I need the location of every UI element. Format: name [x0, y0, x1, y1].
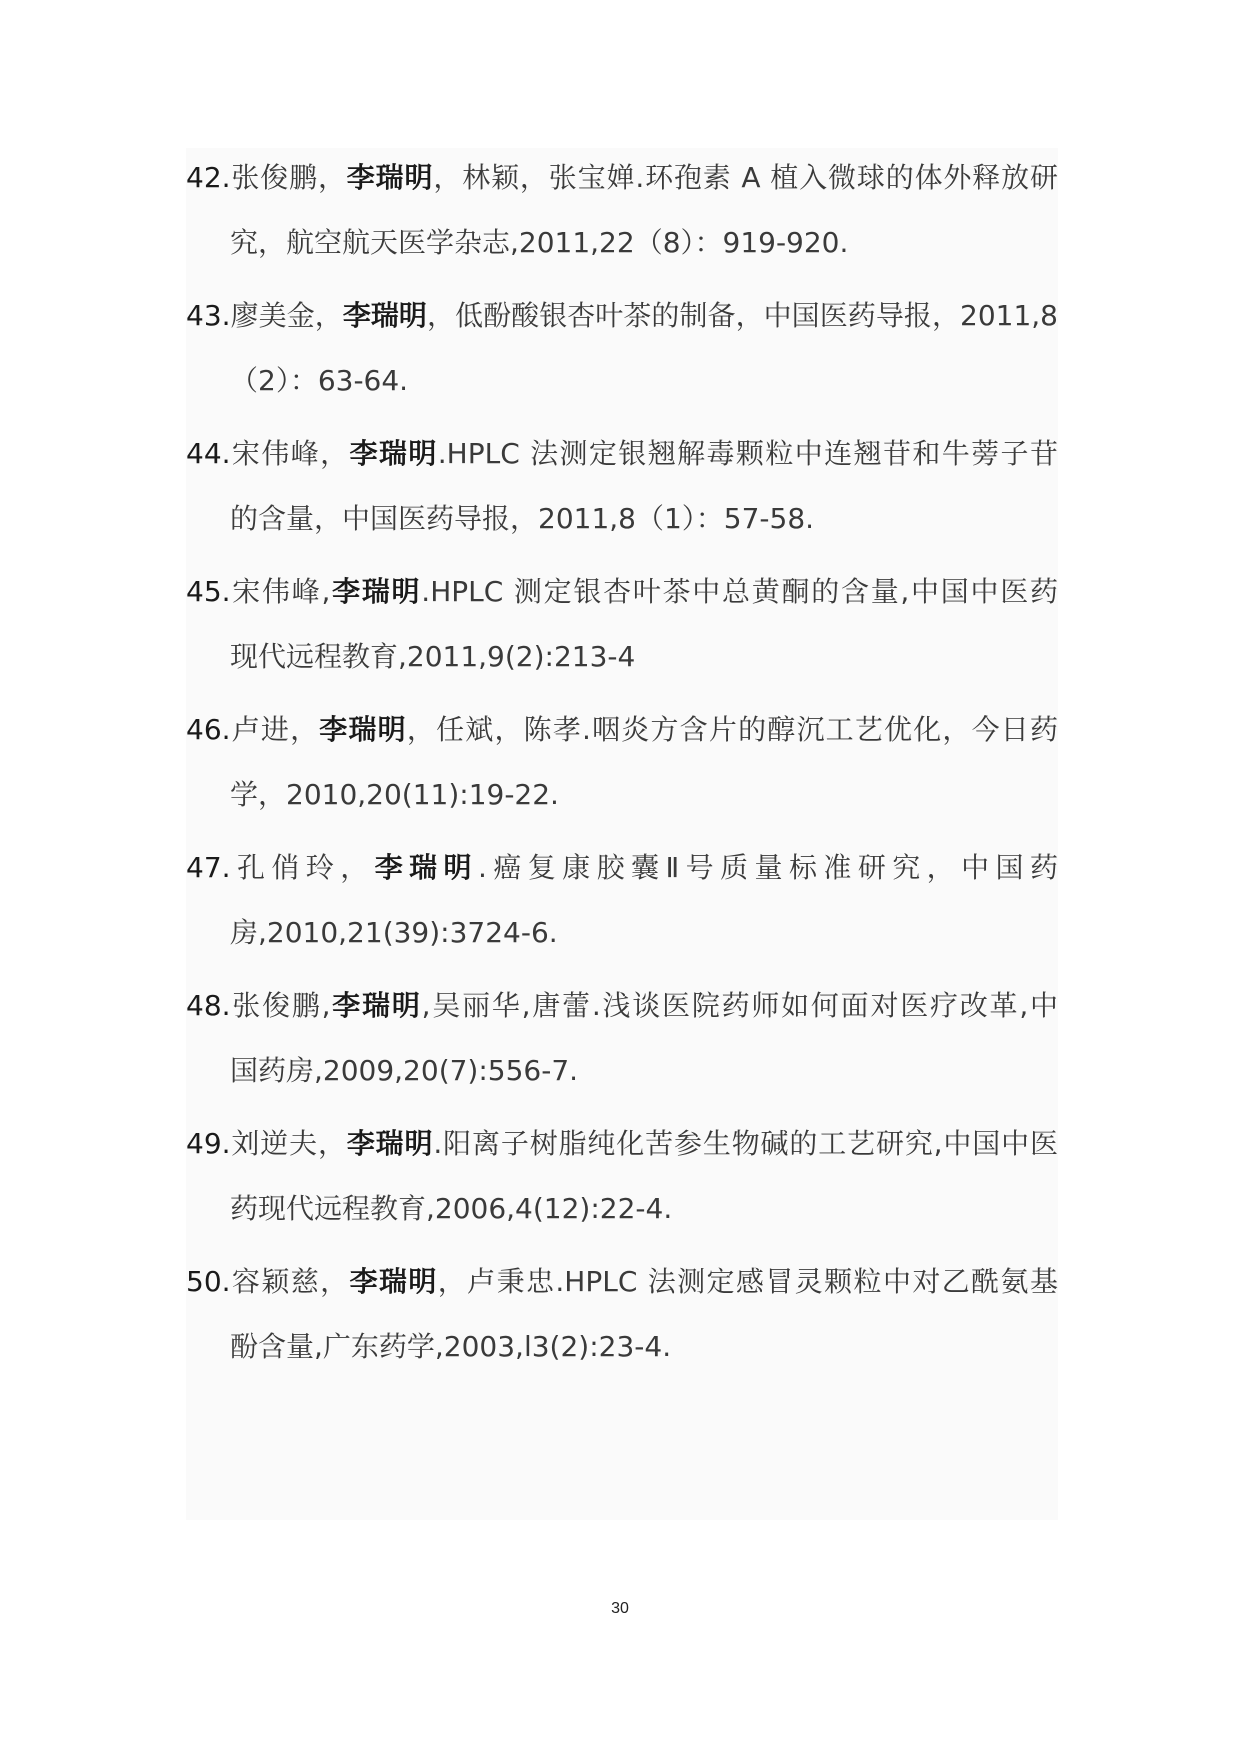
reference-highlight-author: 李瑞明	[349, 437, 438, 470]
reference-line-1	[186, 158, 1058, 198]
reference-line-1	[186, 986, 1058, 1026]
reference-text: ，卢秉忠.HPLC 法测定感冒灵颗粒中对乙酰氨基	[437, 1265, 1058, 1298]
reference-highlight-author: 李瑞明	[374, 851, 478, 884]
reference-authors: 卢进，	[230, 713, 320, 746]
reference-line-1	[186, 710, 1058, 750]
reference-line-2: 房,2010,21(39):3724-6.	[230, 916, 558, 949]
reference-text: ，低酚酸银杏叶茶的制备，中国医药导报，2011,8	[426, 299, 1058, 332]
reference-item-43	[186, 296, 1058, 401]
reference-number: 43.	[186, 299, 231, 332]
reference-authors: 宋伟峰,	[230, 575, 331, 608]
reference-line-1	[186, 1262, 1058, 1302]
reference-highlight-author: 李瑞明	[319, 713, 407, 746]
reference-text: .HPLC 测定银杏叶茶中总黄酮的含量,中国中医药	[421, 575, 1058, 608]
reference-text: ，任斌，陈孝.咽炎方含片的醇沉工艺优化，今日药	[406, 713, 1058, 746]
reference-line-1	[186, 1124, 1058, 1164]
reference-number: 49.	[186, 1127, 231, 1160]
reference-number: 47.	[186, 851, 231, 884]
reference-authors: 刘逆夫，	[230, 1127, 347, 1160]
reference-text: .HPLC 法测定银翘解毒颗粒中连翘苷和牛蒡子苷	[437, 437, 1058, 470]
reference-line-1	[186, 434, 1058, 474]
reference-line-1	[186, 296, 1058, 336]
reference-highlight-author: 李瑞明	[349, 1265, 438, 1298]
reference-list	[186, 148, 1058, 1520]
reference-line-2: 究，航空航天医学杂志,2011,22（8）：919-920.	[230, 226, 849, 259]
reference-line-2: 国药房,2009,20(7):556-7.	[230, 1054, 579, 1087]
reference-highlight-author: 李瑞明	[330, 989, 422, 1022]
reference-item-42	[186, 158, 1058, 263]
reference-line-2: 酚含量,广东药学,2003,l3(2):23-4.	[230, 1330, 672, 1363]
reference-authors: 孔俏玲，	[230, 851, 375, 884]
reference-number: 46.	[186, 713, 231, 746]
reference-line-1	[186, 572, 1058, 612]
reference-highlight-author: 李瑞明	[342, 299, 427, 332]
reference-authors: 廖美金，	[230, 299, 343, 332]
reference-line-2: 药现代远程教育,2006,4(12):22-4.	[230, 1192, 673, 1225]
reference-highlight-author: 李瑞明	[346, 161, 434, 194]
reference-authors: 张俊鹏,	[230, 989, 331, 1022]
reference-line-2: 学，2010,20(11):19-22.	[230, 778, 559, 811]
page-number: 30	[611, 1600, 629, 1617]
reference-line-1	[186, 848, 1058, 888]
reference-item-44	[186, 434, 1058, 539]
reference-number: 50.	[186, 1265, 231, 1298]
reference-number: 48.	[186, 989, 231, 1022]
reference-item-46	[186, 710, 1058, 815]
reference-line-2: 现代远程教育,2011,9(2):213-4	[230, 640, 636, 673]
reference-number: 44.	[186, 437, 231, 470]
reference-line-2: （2）：63-64.	[230, 364, 409, 397]
reference-item-50	[186, 1262, 1058, 1367]
reference-number: 42.	[186, 161, 231, 194]
reference-text: ，林颖，张宝婵.环孢素 A 植入微球的体外释放研	[433, 161, 1058, 194]
reference-item-47	[186, 848, 1058, 953]
reference-line-2: 的含量，中国医药导报，2011,8（1）：57-58.	[230, 502, 815, 535]
reference-text: .阳离子树脂纯化苦参生物碱的工艺研究,中国中医	[433, 1127, 1058, 1160]
reference-number: 45.	[186, 575, 231, 608]
reference-authors: 宋伟峰，	[230, 437, 350, 470]
reference-authors: 容颖慈，	[230, 1265, 350, 1298]
reference-authors: 张俊鹏，	[230, 161, 347, 194]
reference-item-48	[186, 986, 1058, 1091]
reference-item-49	[186, 1124, 1058, 1229]
reference-highlight-author: 李瑞明	[330, 575, 422, 608]
reference-highlight-author: 李瑞明	[346, 1127, 434, 1160]
reference-text: ,吴丽华,唐蕾.浅谈医院药师如何面对医疗改革,中	[421, 989, 1058, 1022]
reference-item-45	[186, 572, 1058, 677]
reference-text: .癌复康胶囊Ⅱ号质量标准研究，中国药	[477, 851, 1058, 884]
